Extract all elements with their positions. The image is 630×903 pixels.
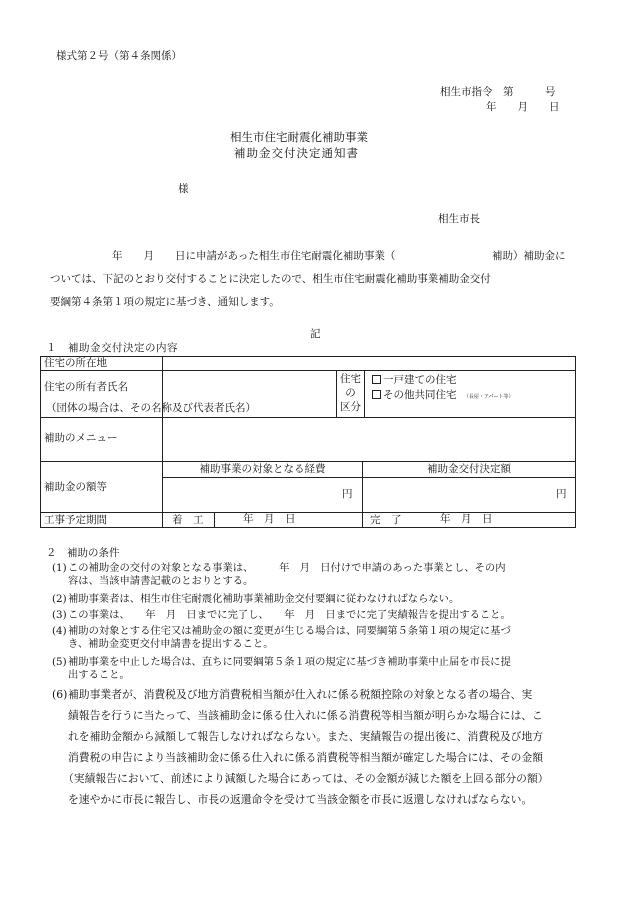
condition-line: 補助事業者が、消費税及び地方消費税相当額が仕入れに係る税額控除の対象となる者の場合、実 bbox=[68, 688, 533, 701]
section1-heading: １ 補助金交付決定の内容 bbox=[46, 342, 178, 354]
end-label: 完 了 bbox=[370, 514, 402, 526]
condition-number: (6) bbox=[52, 688, 68, 701]
category-label-1: 住宅 bbox=[340, 373, 361, 385]
document-title-line1: 相生市住宅耐震化補助事業 bbox=[230, 130, 368, 144]
condition-number: (5) bbox=[52, 656, 67, 668]
condition-number: (1) bbox=[52, 562, 67, 574]
owner-label: 住宅の所有者氏名 bbox=[44, 381, 128, 393]
notice-number: 相生市指令 第 号 bbox=[440, 86, 556, 98]
condition-line: 補助事業者は、相生市住宅耐震化補助事業補助金交付要綱に従わなければならない。 bbox=[68, 593, 460, 605]
end-date: 年 月 日 bbox=[440, 513, 493, 525]
start-date: 年 月 日 bbox=[243, 513, 296, 525]
condition-3 bbox=[52, 609, 592, 622]
condition-4 bbox=[52, 625, 592, 651]
owner-note: （団体の場合は、その名称及び代表者氏名） bbox=[46, 402, 256, 414]
document-title-line2: 補助金交付決定通知書 bbox=[234, 146, 359, 160]
condition-line: 補助事業を中止した場合は、直ちに同要綱第５条１項の規定に基づき補助事業中止届を市長に提 bbox=[68, 656, 511, 668]
condition-line: 容は、当該申請書記載のとおりとする。 bbox=[68, 575, 254, 587]
address-label: 住宅の所在地 bbox=[44, 357, 107, 369]
issue-date: 年 月 日 bbox=[486, 101, 560, 113]
amount-label: 補助金の額等 bbox=[44, 481, 107, 493]
condition-line: 消費税の申告により当該補助金に係る仕入れに係る消費税等相当額が確定した場合には、その金額 bbox=[68, 751, 544, 764]
option1-text: 一戸建ての住宅 bbox=[383, 374, 457, 386]
option2-note: （長屋・アパート等） bbox=[463, 394, 514, 400]
eligible-cost-header: 補助事業の対象となる経費 bbox=[199, 463, 326, 475]
body-line-1b: 補助）補助金に bbox=[492, 250, 566, 262]
decision-amount-yen: 円 bbox=[556, 488, 567, 500]
body-line-1a: 年 月 日に申請があった相生市住宅耐震化補助事業（ bbox=[112, 250, 396, 262]
issuer-name: 相生市長 bbox=[438, 213, 480, 225]
option-shared-housing bbox=[372, 389, 513, 402]
condition-6 bbox=[52, 684, 580, 810]
addressee-suffix: 様 bbox=[178, 183, 189, 195]
decision-amount-header: 補助金交付決定額 bbox=[427, 463, 511, 475]
condition-number: (2) bbox=[52, 593, 67, 605]
category-label-3: 区分 bbox=[340, 401, 361, 413]
start-label: 着 工 bbox=[172, 514, 204, 526]
condition-number: (4) bbox=[52, 625, 67, 637]
condition-2 bbox=[52, 593, 592, 606]
checkbox-shared[interactable] bbox=[372, 390, 381, 399]
condition-line: 出すること。 bbox=[68, 669, 130, 681]
condition-line: を速やかに市長に報告し、市長の返還命令を受けて当該金額を市長に返還しなければならない。 bbox=[68, 793, 533, 806]
condition-line: （実績報告において、前述により減額した場合にあっては、その金額が減じた額を上回る部分の額） bbox=[63, 772, 549, 785]
condition-line: れを補助金額から減額して報告しなければならない。また、実績報告の提出後に、消費税及び地方 bbox=[68, 730, 544, 743]
body-line-2: ついては、下記のとおり交付することに決定したので、相生市住宅耐震化補助事業補助金交付 bbox=[50, 273, 491, 285]
condition-line: き、補助金変更交付申請書を提出すること。 bbox=[68, 638, 274, 650]
option-detached-house bbox=[372, 374, 457, 387]
body-line-3: 要綱第４条第１項の規定に基づき、通知します。 bbox=[50, 296, 280, 308]
condition-1 bbox=[52, 562, 592, 588]
condition-line: 績報告を行うに当たって、当該補助金に係る仕入れに係る消費税等相当額が明らかな場合には、こ bbox=[68, 709, 543, 722]
schedule-label: 工事予定期間 bbox=[44, 514, 107, 526]
section2-heading: ２ 補助の条件 bbox=[46, 547, 120, 559]
condition-line: この補助金の交付の対象となる事業は、 年 月 日付けで申請のあった事業とし、その内 bbox=[68, 562, 506, 574]
condition-line: 補助の対象とする住宅又は補助金の額に変更が生じる場合は、同要綱第５条第１項の規定に基づ bbox=[68, 625, 511, 637]
form-number: 様式第２号（第４条関係） bbox=[56, 50, 182, 62]
condition-5 bbox=[52, 656, 592, 682]
condition-line: この事業は、 年 月 日までに完了し、 年 月 日までに完了実績報告を提出すること。 bbox=[68, 609, 511, 621]
menu-label: 補助のメニュー bbox=[44, 432, 118, 444]
condition-number: (3) bbox=[52, 609, 67, 621]
category-label-2: の bbox=[345, 387, 356, 399]
ki-marker: 記 bbox=[310, 328, 321, 340]
grant-decision-table bbox=[40, 356, 576, 528]
eligible-cost-yen: 円 bbox=[342, 488, 353, 500]
option2-text: その他共同住宅 bbox=[383, 389, 457, 401]
checkbox-detached[interactable] bbox=[372, 375, 381, 384]
